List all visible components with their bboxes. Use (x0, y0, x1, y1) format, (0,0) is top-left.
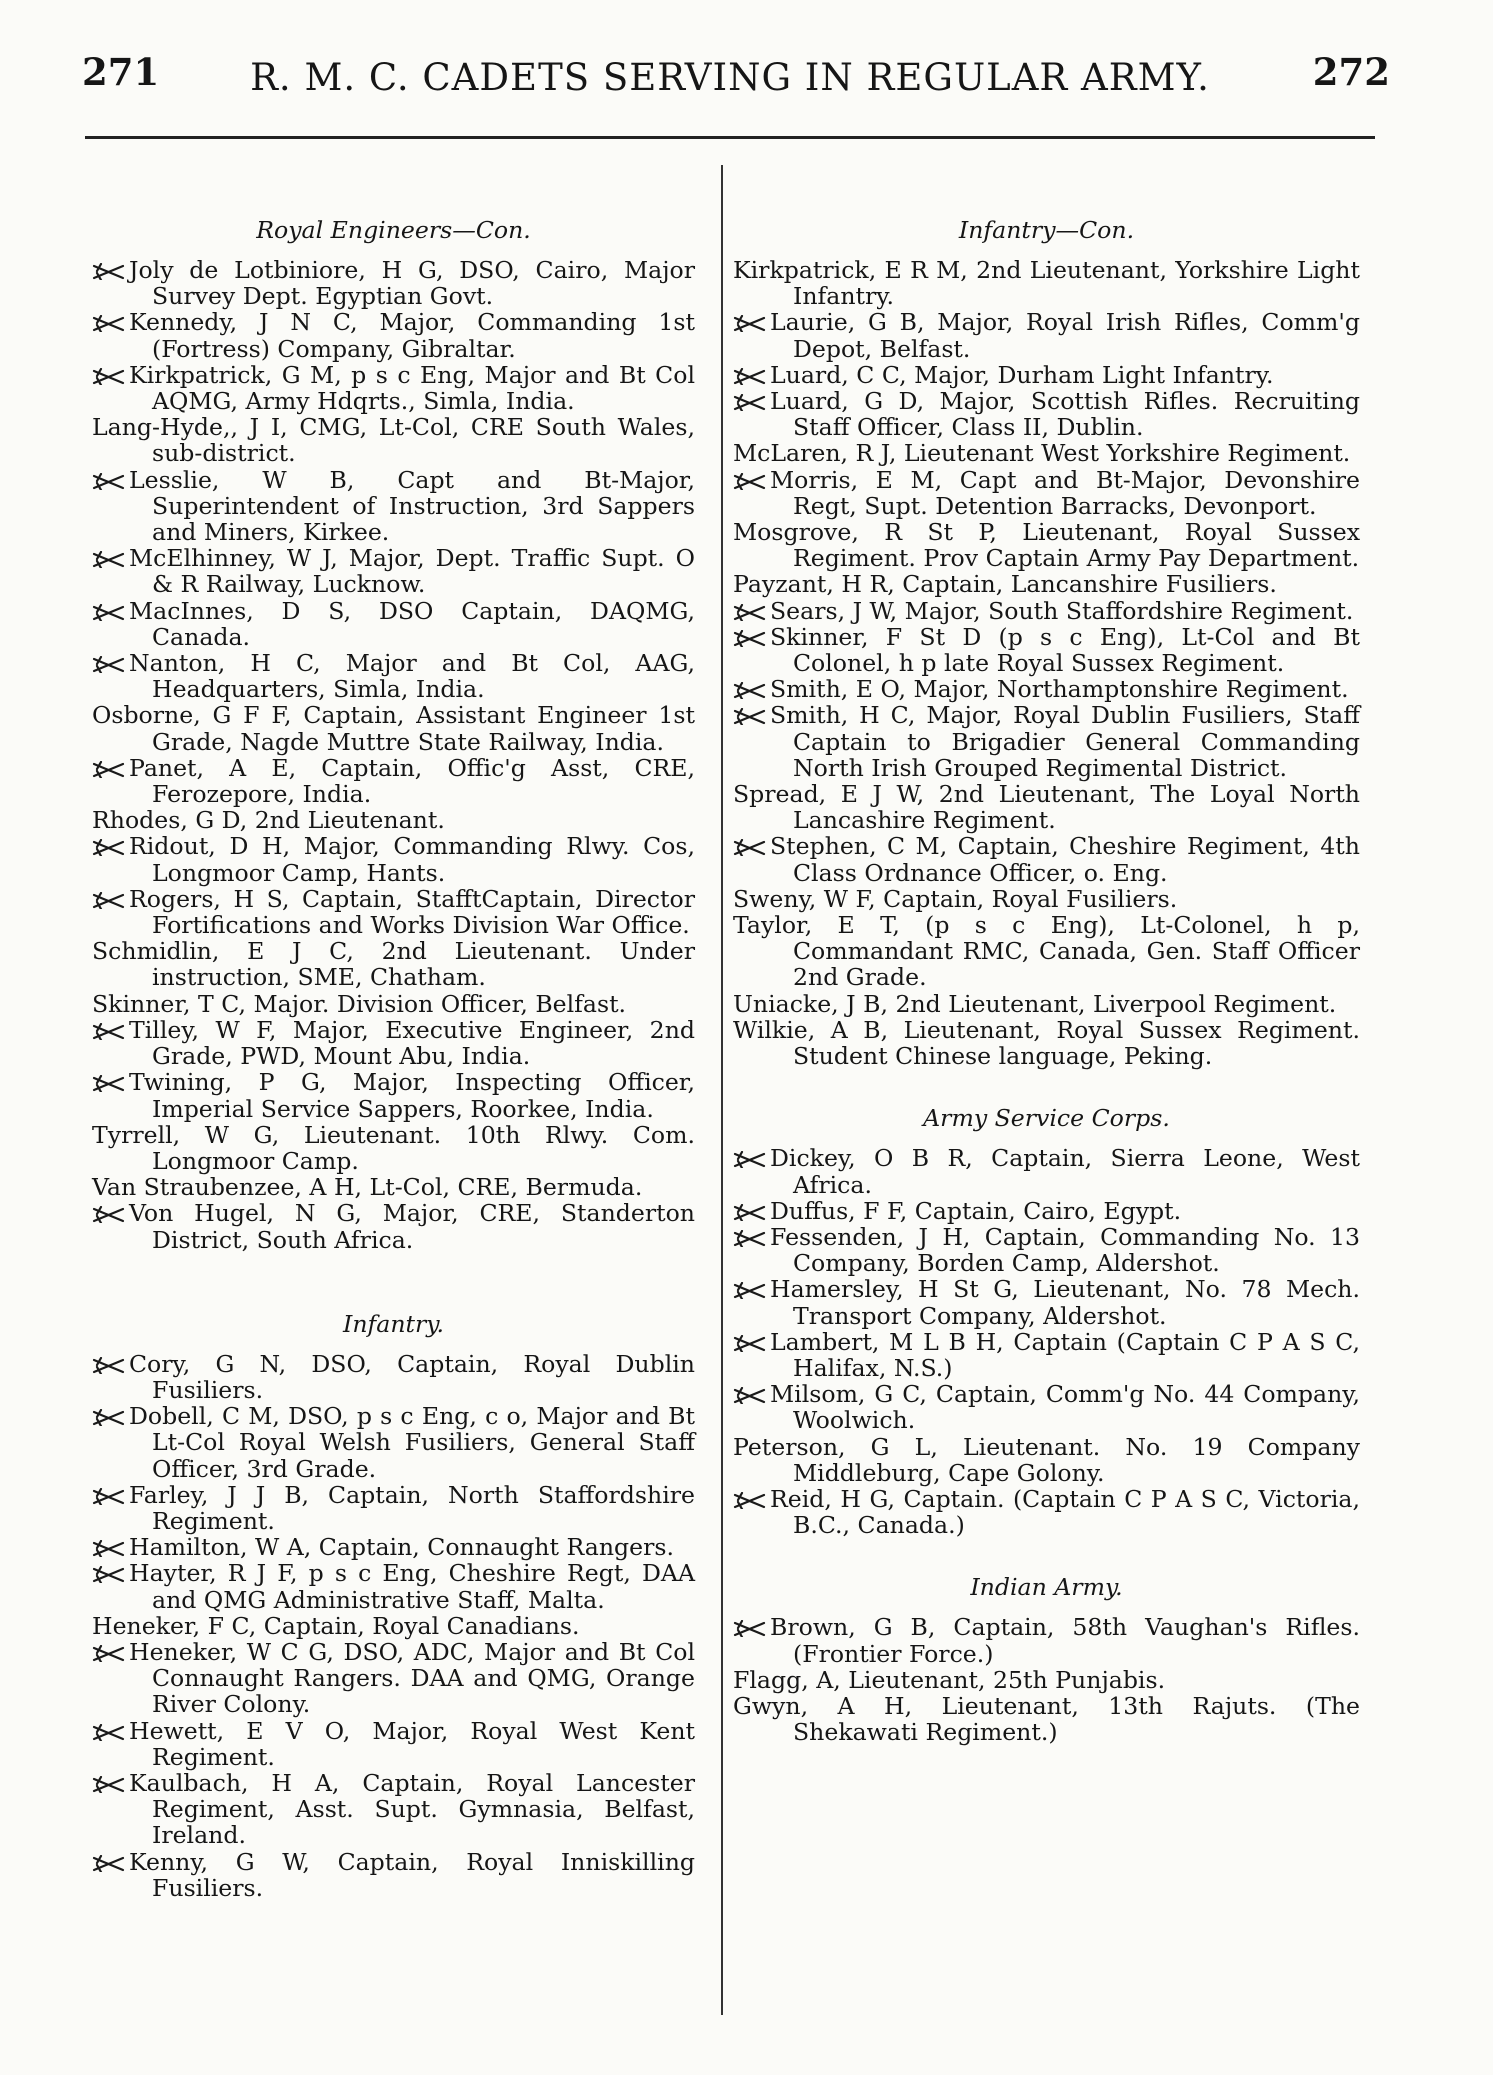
entry-text: Skinner, T C, Major. Division Officer, Belfast. (92, 989, 627, 1018)
roster-entry (733, 440, 1360, 466)
entry-text: Ridout, D H, Major, Commanding Rlwy. Cos, Longmoor Camp, Hants. (129, 832, 695, 887)
entry-text: McLaren, R J, Lieutenant West Yorkshire Regiment. (733, 439, 1351, 468)
roster-entry (733, 702, 1360, 781)
entry-text: Uniacke, J B, 2nd Lieutenant, Liverpool Regiment. (733, 989, 1337, 1018)
roster-entry (733, 1145, 1360, 1197)
entry-text: Osborne, G F F, Captain, Assistant Engineer 1st Grade, Nagde Muttre State Railway, India. (92, 701, 695, 756)
crossed-swords-icon (733, 1230, 766, 1247)
entry-text: Sears, J W, Major, South Staffordshire Regiment. (770, 596, 1354, 625)
roster-entry (92, 598, 695, 650)
entry-text: Schmidlin, E J C, 2nd Lieutenant. Under instruction, SME, Chatham. (92, 937, 695, 992)
roster-entry (92, 1403, 695, 1482)
adjacent-page-edge (0, 0, 20, 2075)
entry-text: Hewett, E V O, Major, Royal West Kent Regiment. (129, 1716, 695, 1771)
roster-entry (92, 807, 695, 833)
roster-entry (733, 571, 1360, 597)
page-title: R. M. C. CADETS SERVING IN REGULAR ARMY. (250, 56, 1210, 99)
roster-entry (733, 912, 1360, 991)
crossed-swords-icon (733, 1335, 766, 1352)
entry-text: Duffus, F F, Captain, Cairo, Egypt. (770, 1196, 1182, 1225)
right-column (733, 215, 1360, 1745)
roster-entry (733, 1224, 1360, 1276)
roster-entry (92, 467, 695, 546)
entry-text: Brown, G B, Captain, 58th Vaughan's Rifles. (Frontier Force.) (770, 1613, 1360, 1668)
crossed-swords-icon (92, 1206, 125, 1223)
roster-entry (92, 1122, 695, 1174)
crossed-swords-icon (733, 473, 766, 490)
roster-entry (92, 702, 695, 754)
roster-entry (92, 257, 695, 309)
crossed-swords-icon (92, 1075, 125, 1092)
roster-entry (733, 1486, 1360, 1538)
entry-text: Joly de Lotbiniore, H G, DSO, Cairo, Major Survey Dept. Egyptian Govt. (129, 256, 695, 311)
roster-entry (92, 362, 695, 414)
entry-text: Fessenden, J H, Captain, Commanding No. 13 Company, Borden Camp, Aldershot. (770, 1222, 1360, 1278)
section-title: Indian Army. (970, 1573, 1123, 1602)
roster-entry (733, 1198, 1360, 1224)
entry-text: Morris, E M, Capt and Bt-Major, Devonshire Regt, Supt. Detention Barracks, Devonport. (770, 465, 1360, 520)
roster-entry (92, 309, 695, 361)
roster-entry (92, 1351, 695, 1403)
entry-text: Taylor, E T, (p s c Eng), Lt-Colonel, h p, Commandant RMC, Canada, Gen. Staff Officer 2nd Grade. (733, 911, 1360, 992)
left-page-number: 271 (82, 50, 160, 94)
crossed-swords-icon (92, 315, 125, 332)
entry-text: MacInnes, D S, DSO Captain, DAQMG, Canada. (129, 596, 695, 651)
crossed-swords-icon (733, 604, 766, 621)
roster-entry (92, 938, 695, 990)
header-rule (85, 136, 1375, 139)
entry-text: Lang-Hyde,, J I, CMG, Lt-Col, CRE South Wales, sub-district. (92, 413, 695, 468)
entry-text: Hamersley, H St G, Lieutenant, No. 78 Mech. Transport Company, Aldershot. (770, 1275, 1360, 1330)
entry-text: Heneker, W C G, DSO, ADC, Major and Bt Col Connaught Rangers. DAA and QMG, Orange River Colony. (129, 1637, 695, 1719)
entry-text: Kirkpatrick, E R M, 2nd Lieutenant, Yorkshire Light Infantry. (733, 256, 1360, 311)
entry-text: Tyrrell, W G, Lieutenant. 10th Rlwy. Com. Longmoor Camp. (92, 1120, 695, 1175)
entry-text: Flagg, A, Lieutenant, 25th Punjabis. (733, 1665, 1166, 1694)
crossed-swords-icon (92, 473, 125, 490)
entry-text: Cory, G N, DSO, Captain, Royal Dublin Fusiliers. (129, 1349, 695, 1404)
roster-entry (92, 991, 695, 1017)
roster-entry (733, 519, 1360, 571)
crossed-swords-icon (92, 604, 125, 621)
crossed-swords-icon (92, 892, 125, 909)
left-column (92, 215, 695, 1901)
roster-entry (733, 1017, 1360, 1069)
section-title: Royal Engineers—Con. (256, 216, 531, 244)
crossed-swords-icon (92, 1855, 125, 1872)
roster-entry (733, 991, 1360, 1017)
entry-text: Panet, A E, Captain, Offic'g Asst, CRE, Ferozepore, India. (129, 753, 695, 809)
crossed-swords-icon (92, 1776, 125, 1793)
crossed-swords-icon (733, 368, 766, 385)
crossed-swords-icon (92, 551, 125, 568)
crossed-swords-icon (92, 263, 125, 280)
section-title: Army Service Corps. (923, 1104, 1170, 1133)
roster-entry (733, 1614, 1360, 1666)
right-page-number: 272 (1312, 50, 1390, 94)
entry-text: McElhinney, W J, Major, Dept. Traffic Supt. O & R Railway, Lucknow. (129, 544, 695, 599)
crossed-swords-icon (92, 1645, 125, 1662)
roster-entry (733, 467, 1360, 519)
roster-entry (733, 676, 1360, 702)
roster-entry (92, 545, 695, 597)
crossed-swords-icon (92, 1488, 125, 1505)
crossed-swords-icon (92, 1409, 125, 1426)
crossed-swords-icon (92, 1724, 125, 1741)
roster-entry (733, 886, 1360, 912)
roster-entry (92, 755, 695, 807)
crossed-swords-icon (92, 1566, 125, 1583)
crossed-swords-icon (92, 761, 125, 778)
crossed-swords-icon (733, 1282, 766, 1299)
entry-text: Hayter, R J F, p s c Eng, Cheshire Regt, DAA and QMG Administrative Staff, Malta. (129, 1559, 695, 1614)
entry-text: Heneker, F C, Captain, Royal Canadians. (92, 1611, 580, 1640)
crossed-swords-icon (92, 1023, 125, 1040)
roster-entry (733, 1276, 1360, 1328)
entry-text: Kennedy, J N C, Major, Commanding 1st (Fortress) Company, Gibraltar. (129, 308, 695, 363)
roster-entry (92, 886, 695, 938)
entry-text: Hamilton, W A, Captain, Connaught Rangers. (129, 1533, 674, 1562)
roster-entry (92, 414, 695, 466)
section-title: Infantry—Con. (958, 216, 1135, 244)
roster-entry (92, 1017, 695, 1069)
entry-text: Spread, E J W, 2nd Lieutenant, The Loyal North Lancashire Regiment. (733, 780, 1360, 835)
roster-entry (733, 388, 1360, 440)
crossed-swords-icon (733, 1492, 766, 1509)
crossed-swords-icon (92, 1540, 125, 1557)
entry-text: Farley, J J B, Captain, North Staffordshire Regiment. (129, 1480, 695, 1535)
entry-text: Kirkpatrick, G M, p s c Eng, Major and Bt Col AQMG, Army Hdqrts., Simla, India. (129, 360, 695, 416)
section-title: Infantry. (343, 1309, 444, 1338)
entry-text: Van Straubenzee, A H, Lt-Col, CRE, Bermuda. (92, 1173, 643, 1202)
crossed-swords-icon (733, 1151, 766, 1168)
entry-text: Mosgrove, R St P, Lieutenant, Royal Sussex Regiment. Prov Captain Army Pay Department. (733, 518, 1360, 573)
roster-entry (92, 1770, 695, 1849)
entry-text: Laurie, G B, Major, Royal Irish Rifles, Comm'g Depot, Belfast. (770, 308, 1360, 363)
entry-text: Milsom, G C, Captain, Comm'g No. 44 Company, Woolwich. (770, 1380, 1360, 1435)
entry-text: Sweny, W F, Captain, Royal Fusiliers. (733, 884, 1178, 913)
entry-text: Rhodes, G D, 2nd Lieutenant. (92, 806, 445, 835)
crossed-swords-icon (733, 708, 766, 725)
entry-text: Lesslie, W B, Capt and Bt-Major, Superintendent of Instruction, 3rd Sappers and Miners, Kirkee. (129, 465, 695, 547)
entry-text: Twining, P G, Major, Inspecting Officer, Imperial Service Sappers, Roorkee, India. (129, 1068, 695, 1123)
page-header (70, 50, 1390, 130)
entry-text: Reid, H G, Captain. (Captain C P A S C, Victoria, B.C., Canada.) (770, 1484, 1360, 1540)
crossed-swords-icon (733, 682, 766, 699)
roster-entry (92, 1560, 695, 1612)
roster-entry (92, 833, 695, 885)
roster-entry (733, 1329, 1360, 1381)
crossed-swords-icon (92, 839, 125, 856)
entry-text: Smith, E O, Major, Northamptonshire Regiment. (770, 675, 1349, 704)
roster-entry (92, 1069, 695, 1121)
crossed-swords-icon (733, 630, 766, 647)
crossed-swords-icon (733, 394, 766, 411)
crossed-swords-icon (733, 315, 766, 332)
roster-entry (92, 1534, 695, 1560)
crossed-swords-icon (92, 656, 125, 673)
roster-entry (92, 1174, 695, 1200)
entry-text: Lambert, M L B H, Captain (Captain C P A S C, Halifax, N.S.) (770, 1327, 1360, 1382)
crossed-swords-icon (733, 1204, 766, 1221)
entry-text: Skinner, F St D (p s c Eng), Lt-Col and Bt Colonel, h p late Royal Sussex Regiment. (770, 622, 1360, 678)
crossed-swords-icon (733, 1387, 766, 1404)
roster-entry (92, 1482, 695, 1534)
crossed-swords-icon (92, 368, 125, 385)
roster-entry (733, 362, 1360, 388)
entry-text: Nanton, H C, Major and Bt Col, AAG, Headquarters, Simla, India. (129, 649, 695, 704)
roster-entry (733, 1693, 1360, 1745)
entry-text: Dobell, C M, DSO, p s c Eng, c o, Major and Bt Lt-Col Royal Welsh Fusiliers, General Staff Officer, 3rd Grade. (129, 1402, 695, 1483)
roster-entry (92, 1200, 695, 1252)
roster-entry (733, 833, 1360, 885)
roster-entry (733, 257, 1360, 309)
entry-text: Stephen, C M, Captain, Cheshire Regiment, 4th Class Ordnance Officer, o. Eng. (770, 832, 1360, 887)
entry-text: Dickey, O B R, Captain, Sierra Leone, West Africa. (770, 1144, 1360, 1199)
roster-entry (733, 781, 1360, 833)
entry-text: Rogers, H S, Captain, StafftCaptain, Director Fortifications and Works Division War Office. (129, 884, 695, 940)
entry-text: Kenny, G W, Captain, Royal Inniskilling Fusiliers. (129, 1847, 695, 1902)
roster-entry (92, 1849, 695, 1901)
roster-entry (92, 1613, 695, 1639)
entry-text: Gwyn, A H, Lieutenant, 13th Rajuts. (The Shekawati Regiment.) (733, 1691, 1360, 1747)
entry-text: Von Hugel, N G, Major, CRE, Standerton District, South Africa. (129, 1199, 695, 1254)
roster-entry (733, 598, 1360, 624)
crossed-swords-icon (733, 1620, 766, 1637)
roster-entry (92, 1639, 695, 1718)
entry-text: Luard, G D, Major, Scottish Rifles. Recruiting Staff Officer, Class II, Dublin. (770, 387, 1360, 442)
entry-text: Smith, H C, Major, Royal Dublin Fusiliers, Staff Captain to Brigadier General Commanding North Irish Grouped Regimental District. (770, 701, 1360, 782)
roster-entry (733, 309, 1360, 361)
crossed-swords-icon (92, 1357, 125, 1374)
roster-entry (733, 1434, 1360, 1486)
roster-entry (733, 624, 1360, 676)
entry-text: Tilley, W F, Major, Executive Engineer, 2nd Grade, PWD, Mount Abu, India. (129, 1015, 695, 1071)
crossed-swords-icon (733, 839, 766, 856)
entry-text: Payzant, H R, Captain, Lancanshire Fusiliers. (733, 570, 1277, 599)
entry-text: Kaulbach, H A, Captain, Royal Lancester Regiment, Asst. Supt. Gymnasia, Belfast, Ireland. (129, 1768, 695, 1850)
roster-entry (733, 1667, 1360, 1693)
entry-text: Luard, C C, Major, Durham Light Infantry. (770, 360, 1274, 389)
roster-entry (92, 650, 695, 702)
entry-text: Wilkie, A B, Lieutenant, Royal Sussex Regiment. Student Chinese language, Peking. (733, 1015, 1360, 1071)
column-divider (721, 165, 723, 2015)
roster-entry (733, 1381, 1360, 1433)
roster-entry (92, 1718, 695, 1770)
entry-text: Peterson, G L, Lieutenant. No. 19 Company Middleburg, Cape Golony. (733, 1432, 1360, 1487)
